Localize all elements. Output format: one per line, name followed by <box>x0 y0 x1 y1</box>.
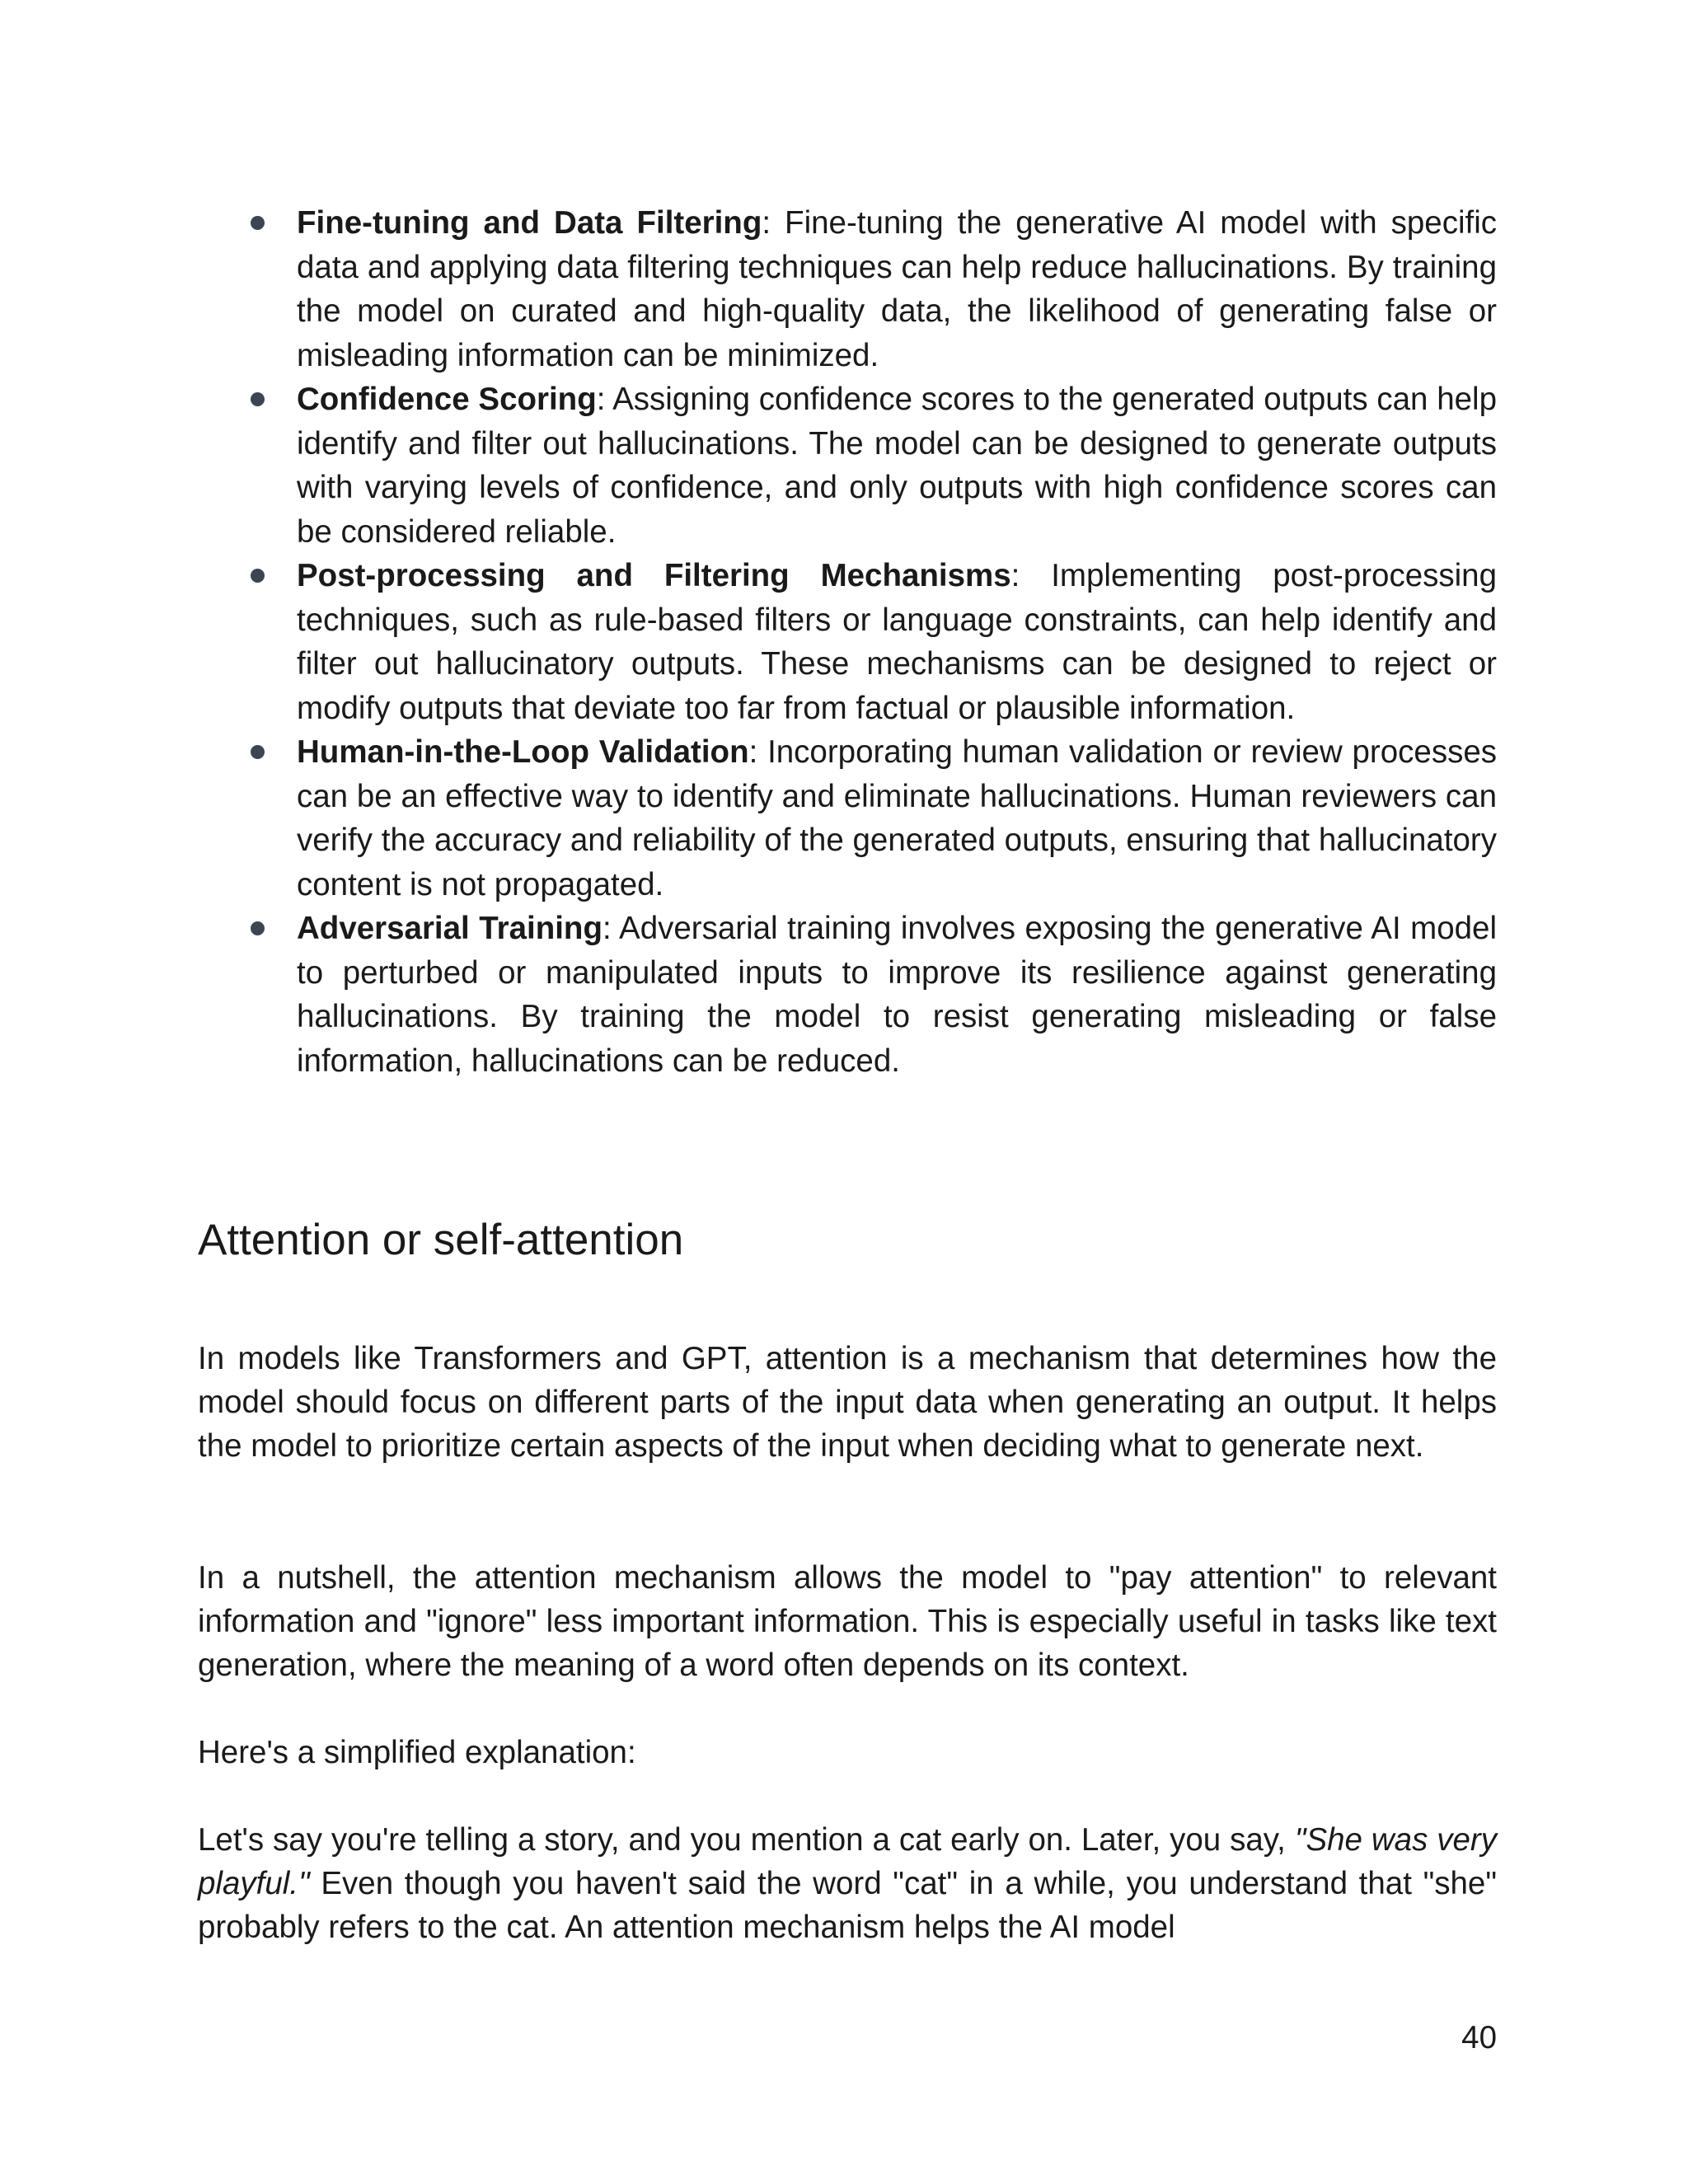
bullet-term: Human-in-the-Loop Validation <box>297 734 749 770</box>
list-item <box>198 907 1497 1083</box>
bullet-text: : Implementing post-processing techniques, such as rule-based filters or language constraints, can help identify and filter out hallucinatory outputs. These mechanisms can be designed to reject or modify outputs that deviate too far from factual or plausible information. <box>297 558 1497 726</box>
bullet-dot-icon <box>251 921 265 935</box>
bullet-text: : Assigning confidence scores to the generated outputs can help identify and filter out hallucinations. The model can be designed to generate outputs with varying levels of confidence, and only outputs with high confidence scores can be considered reliable. <box>297 382 1497 550</box>
bullet-text: : Incorporating human validation or review processes can be an effective way to identify and eliminate hallucinations. Human reviewers can verify the accuracy and reliability of the generated outputs, ensuring that hallucinatory content is not propagated. <box>297 734 1497 902</box>
bullet-term: Adversarial Training <box>297 911 603 946</box>
cat-example-end: Even though you haven't said the word "cat" in a while, you understand that "she" probably refers to the cat. An attention mechanism helps the AI model <box>198 1866 1497 1945</box>
section-heading: Attention or self-attention <box>198 1216 684 1264</box>
bullet-dot-icon <box>251 569 265 583</box>
bullet-text: : Fine-tuning the generative AI model with specific data and applying data filtering techniques can help reduce hallucinations. By training the model on curated and high-quality data, the likelihood of generating false or misleading information can be minimized. <box>297 205 1497 373</box>
paragraph-attention-definition: In models like Transformers and GPT, attention is a mechanism that determines how the model should focus on different parts of the input data when generating an output. It helps the model to prioritize certain aspects of the input when deciding what to generate next. <box>198 1341 1497 1464</box>
list-item <box>198 730 1497 907</box>
list-item <box>198 377 1497 554</box>
bullet-dot-icon <box>251 392 265 406</box>
page-number: 40 <box>1461 2020 1497 2055</box>
bullet-dot-icon <box>251 745 265 759</box>
mitigation-bullet-list <box>198 201 1497 1083</box>
paragraph-cat-example <box>198 1818 1497 1949</box>
bullet-term: Post-processing and Filtering Mechanisms <box>297 558 1011 593</box>
bullet-term: Fine-tuning and Data Filtering <box>297 205 762 241</box>
list-item <box>198 201 1497 377</box>
bullet-dot-icon <box>251 216 265 230</box>
bullet-text: : Adversarial training involves exposing the generative AI model to perturbed or manipulated inputs to improve its resilience against generating hallucinations. By training the model to resist generating misleading or false information, hallucinations can be reduced. <box>297 911 1497 1079</box>
bullet-term: Confidence Scoring <box>297 382 597 417</box>
paragraph-simplified-intro: Here's a simplified explanation: <box>198 1735 636 1770</box>
list-item <box>198 554 1497 730</box>
cat-example-start: Let's say you're telling a story, and you mention a cat early on. Later, you say, <box>198 1822 1295 1858</box>
paragraph-nutshell: In a nutshell, the attention mechanism allows the model to "pay attention" to relevant information and "ignore" less important information. This is especially useful in tasks like text generation, where the meaning of a word often depends on its context. <box>198 1560 1497 1683</box>
cat-example-quote: "She was very playful." <box>198 1822 1497 1901</box>
